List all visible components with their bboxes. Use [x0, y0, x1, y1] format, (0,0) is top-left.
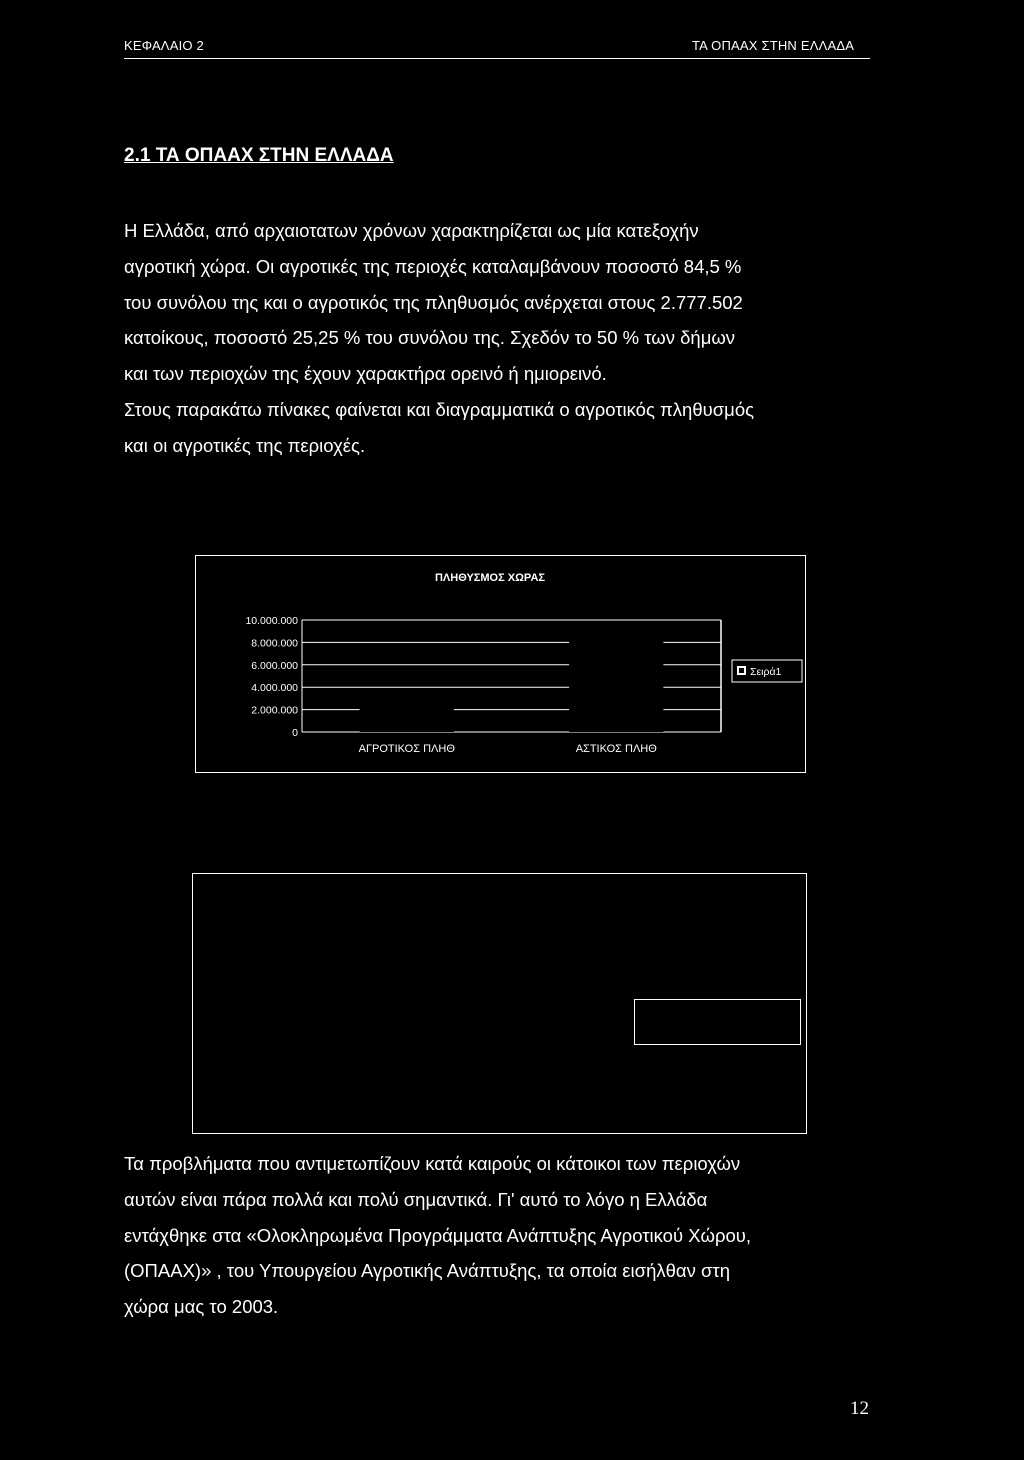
bar — [569, 640, 663, 732]
y-tick-label: 4.000.000 — [251, 682, 298, 695]
chart-title: ΠΛΗΘΥΣΜΟΣ ΧΩΡΑΣ — [434, 572, 546, 584]
population-chart-svg — [196, 556, 805, 772]
y-tick-label: 8.000.000 — [251, 637, 298, 650]
paragraph-line: (ΟΠΑΑΧ)» , του Υπουργείου Αγροτικής Ανάπτυξης, τα οποία εισήλθαν στη — [124, 1260, 731, 1282]
y-tick-label: 0 — [292, 727, 298, 739]
paragraph-line: χώρα μας το 2003. — [124, 1296, 279, 1318]
x-tick-label: ΑΣΤΙΚΟΣ ΠΛΗΘ — [575, 743, 657, 755]
legend-label: Σειρά1 — [750, 666, 782, 678]
y-tick-label: 6.000.000 — [251, 659, 298, 672]
population-chart — [195, 555, 806, 773]
closing-paragraph — [124, 1146, 870, 1325]
paragraph-line: του συνόλου της και ο αγροτικός της πληθυσμός ανέρχεται στους 2.777.502 — [124, 291, 743, 313]
legend-swatch-inner — [739, 668, 744, 673]
chart-legend-box — [634, 999, 801, 1045]
paragraph-line: εντάχθηκε στα «Ολοκληρωμένα Προγράμματα Ανάπτυξης Αγροτικού Χώρου, — [124, 1224, 752, 1246]
section-title: 2.1 ΤΑ ΟΠΑΑΧ ΣΤΗΝ ΕΛΛΑΔΑ — [124, 145, 394, 166]
paragraph-line: Η Ελλάδα, από αρχαιοτατων χρόνων χαρακτηρίζεται ως μία κατεξοχήν — [124, 220, 699, 241]
paragraph-line: αυτών είναι πάρα πολλά και πολύ σημαντικά. Γι' αυτό το λόγο η Ελλάδα — [124, 1188, 708, 1210]
page-number: 12 — [850, 1398, 869, 1419]
paragraph-line: Τα προβλήματα που αντιμετωπίζουν κατά καιρούς οι κάτοικοι των περιοχών — [124, 1153, 741, 1174]
rural-areas-chart — [192, 873, 807, 1134]
y-tick-label: 10.000.000 — [245, 615, 298, 627]
running-header-title: ΤΑ ΟΠΑΑΧ ΣΤΗΝ ΕΛΛΑΔΑ — [692, 38, 855, 53]
running-header-chapter: ΚΕΦΑΛΑΙΟ 2 — [124, 38, 204, 53]
paragraph-line: κατοίκους, ποσοστό 25,25 % του συνόλου της. Σχεδόν το 50 % των δήμων — [124, 327, 736, 349]
paragraph-line: Στους παρακάτω πίνακες φαίνεται και διαγραμματικά ο αγροτικός πληθυσμός — [124, 398, 755, 420]
header-rule — [124, 58, 870, 59]
x-tick-label: ΑΓΡΟΤΙΚΟΣ ΠΛΗΘ — [358, 743, 455, 755]
paragraph-line: αγροτική χώρα. Οι αγροτικές της περιοχές καταλαμβάνουν ποσοστό 84,5 % — [124, 255, 742, 277]
bar — [360, 701, 454, 732]
paragraph-line: και των περιοχών της έχουν χαρακτήρα ορεινό ή ημιορεινό. — [124, 363, 607, 385]
intro-paragraph — [124, 213, 870, 464]
y-tick-label: 2.000.000 — [251, 704, 298, 717]
paragraph-line: και οι αγροτικές της περιοχές. — [124, 434, 366, 456]
